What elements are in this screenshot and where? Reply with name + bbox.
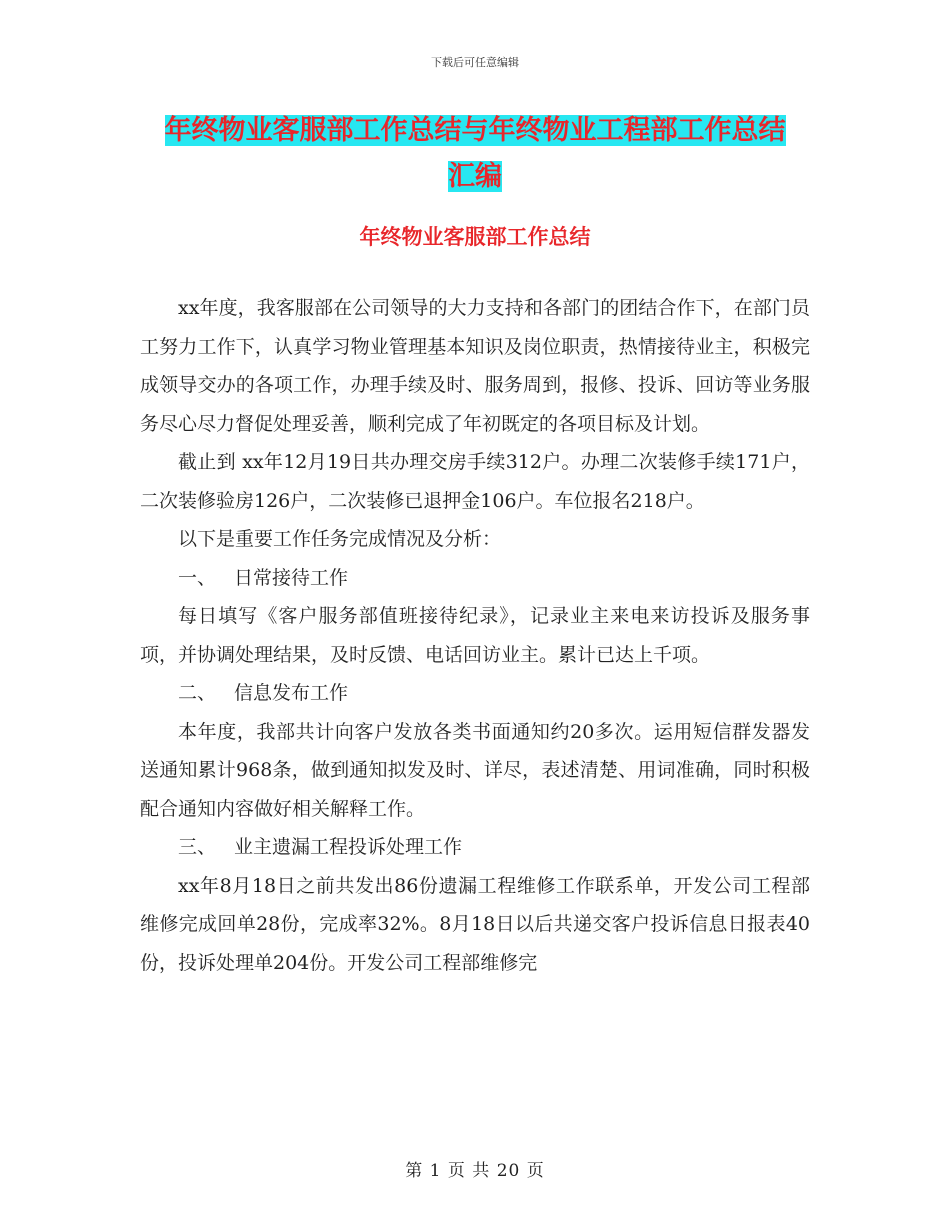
document-title	[0, 108, 950, 200]
paragraph-summary-lead: 以下是重要工作任务完成情况及分析：	[178, 528, 502, 550]
heading-info-release	[140, 674, 810, 713]
document-body	[140, 289, 810, 982]
paragraph-info-release: 本年度，我部共计向客户发放各类书面通知约20多次。运用短信群发器发送通知累计968条，做到通知拟发及时、详尽，表述清楚、用词准确，同时积极配合通知内容做好相关解释工作。	[140, 720, 810, 820]
header-note: 下载后可任意编辑	[431, 56, 519, 69]
heading-complaint-handling	[140, 828, 810, 867]
paragraph-statistics: 截止到 xx年12月19日共办理交房手续312户。办理二次装修手续171户，二次装修验房126户，二次装修已退押金106户。车位报名218户。	[140, 451, 810, 512]
paragraph-complaint-handling: xx年8月18日之前共发出86份遗漏工程维修工作联系单，开发公司工程部维修完成回单28份，完成率32%。8月18日以后共递交客户投诉信息日报表40份，投诉处理单204份。开发公司工程部维修完	[140, 874, 810, 974]
document-title-line1: 年终物业客服部工作总结与年终物业工程部工作总结	[164, 115, 786, 146]
paragraph-daily-reception: 每日填写《客户服务部值班接待纪录》，记录业主来电来访投诉及服务事项，并协调处理结果，及时反馈、电话回访业主。累计已达上千项。	[140, 605, 810, 666]
heading-text: 业主遗漏工程投诉处理工作	[234, 836, 463, 858]
document-title-line2: 汇编	[448, 161, 502, 192]
heading-number: 三、	[178, 836, 217, 858]
section-title: 年终物业客服部工作总结	[359, 225, 591, 249]
heading-daily-reception	[140, 559, 810, 598]
paragraph-intro: xx年度，我客服部在公司领导的大力支持和各部门的团结合作下，在部门员工努力工作下，认真学习物业管理基本知识及岗位职责，热情接待业主，积极完成领导交办的各项工作，办理手续及时、服务周到，报修、投诉、回访等业务服务尽心尽力督促处理妥善，顺利完成了年初既定的各项目标及计划。	[140, 297, 810, 435]
heading-number: 二、	[178, 682, 217, 704]
heading-text: 信息发布工作	[234, 682, 349, 704]
page-footer: 第 1 页 共 20 页	[405, 1161, 545, 1181]
heading-number: 一、	[178, 566, 217, 589]
heading-text: 日常接待工作	[234, 566, 349, 589]
